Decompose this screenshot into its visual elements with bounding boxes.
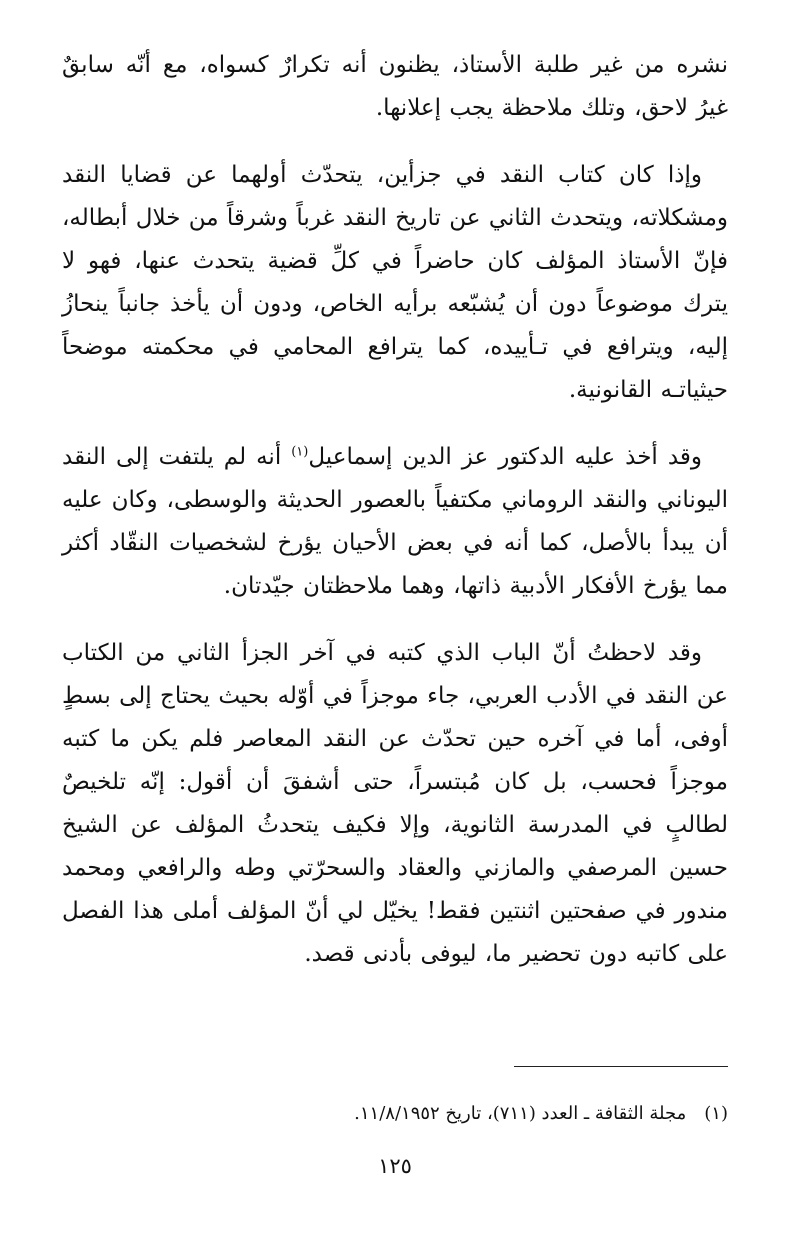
footnote bbox=[62, 1100, 728, 1128]
paragraph-3-start: وقد أخذ عليه الدكتور عز الدين إسماعيل bbox=[308, 444, 702, 470]
footnote-number: (١) bbox=[704, 1103, 728, 1124]
paragraph-3-end: أنه لم يلتفت إلى النقد اليوناني والنقد الروماني مكتفياً بالعصور الحديثة والوسطى، وكان عليه أن يبدأ بالأصل، كما أنه في بعض الأحيان يؤرخ لشخصيات النقّاد أكثر مما يؤرخ الأفكار الأدبية ذاتها، وهما ملاحظتان جيّدتان. bbox=[62, 444, 728, 599]
paragraph-2: وإذا كان كتاب النقد في جزأين، يتحدّث أولهما عن قضايا النقد ومشكلاته، ويتحدث الثاني عن تاريخ النقد غرباً وشرقاً من خلال أبطاله، فإنّ الأستاذ المؤلف كان حاضراً في كلِّ قضية يتحدث عنها، فهو لا يترك موضوعاً دون أن يُشبّعه برأيه الخاص، ودون أن يأخذ جانباً ينحازُ إليه، ويترافع في تـأييده، كما يترافع المحامي في محكمته موضحاً حيثياتـه القانونية. bbox=[62, 162, 728, 403]
paragraph-3 bbox=[62, 436, 728, 608]
book-page bbox=[62, 44, 728, 1248]
page-number: ١٢٥ bbox=[378, 1154, 412, 1178]
paragraph-1: نشره من غير طلبة الأستاذ، يظنون أنه تكرارٌ كسواه، مع أنّه سابقٌ غيرُ لاحق، وتلك ملاحظة يجب إعلانها. bbox=[62, 52, 728, 121]
paragraph-4: وقد لاحظتُ أنّ الباب الذي كتبه في آخر الجزأ الثاني من الكتاب عن النقد في الأدب العربي، جاء موجزاً في أوّله بحيث يحتاج إلى بسطٍ أوفى، أما في آخره حين تحدّث عن النقد المعاصر فلم يكن ما كتبه موجزاً فحسب، بل كان مُبتسراً، حتى أشفقَ أن أقول: إنّه تلخيصٌ لطالبٍ في المدرسة الثانوية، وإلا فكيف يتحدثُ المؤلف عن الشيخ حسين المرصفي والمازني والعقاد والسحرّتي وطه والرافعي ومحمد مندور في صفحتين اثنتين فقط! يخيّل لي أنّ المؤلف أملى هذا الفصل على كاتبه دون تحضير ما، ليوفى بأدنى قصد. bbox=[62, 640, 728, 967]
footnote-divider bbox=[514, 1066, 728, 1067]
footnote-text: مجلة الثقافة ـ العدد (٧١١)، تاريخ ١١/٨/١٩٥٢. bbox=[354, 1103, 687, 1124]
footnote-marker[interactable]: (١) bbox=[291, 444, 309, 460]
